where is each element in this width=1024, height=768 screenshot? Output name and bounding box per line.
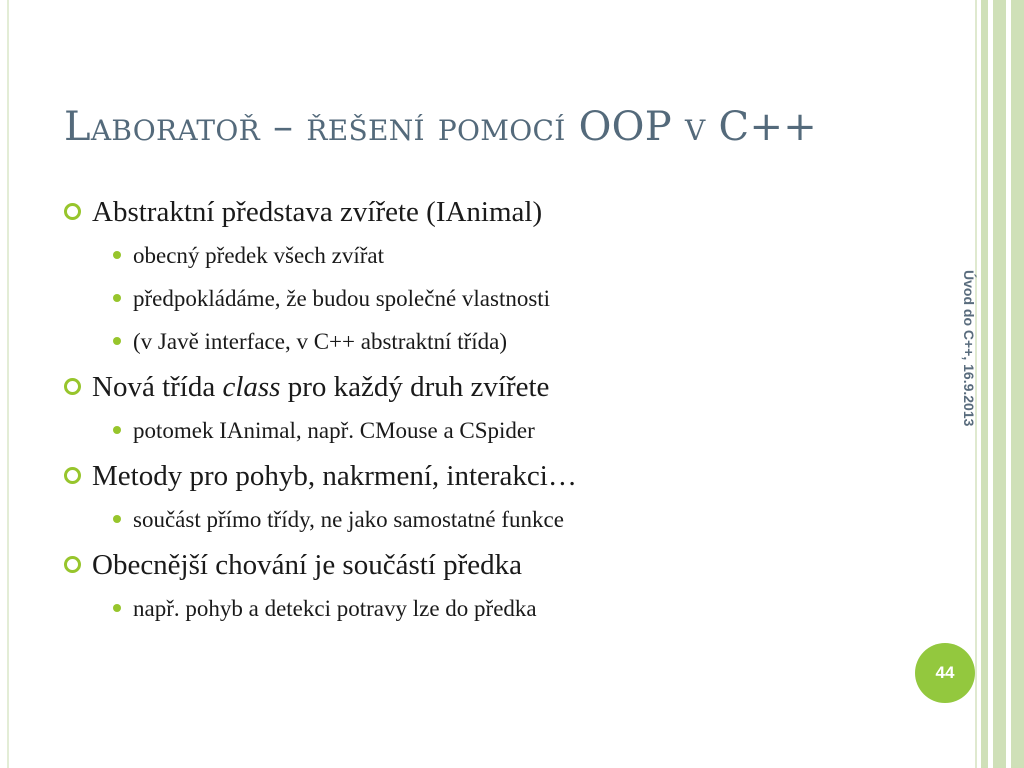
- sub-bullet-item: [62, 409, 942, 452]
- ring-bullet-icon: [64, 203, 81, 220]
- ring-bullet-icon: [64, 556, 81, 573]
- dot-bullet-icon: [113, 337, 121, 345]
- left-border-line: [7, 0, 9, 768]
- sub-bullet-text: předpokládáme, že budou společné vlastnosti: [133, 286, 551, 311]
- sub-bullet-item: [62, 320, 942, 363]
- right-stripe-2: [981, 0, 988, 768]
- footer-vertical: [960, 270, 980, 470]
- bullet-text: Abstraktní představa zvířete (IAnimal): [92, 196, 543, 228]
- sub-bullet-text: např. pohyb a detekci potravy lze do předka: [133, 596, 537, 621]
- bullet-text: Metody pro pohyb, nakrmení, interakci…: [92, 460, 577, 492]
- sub-bullet-text: (v Javě interface, v C++ abstraktní třída): [133, 329, 507, 354]
- bullet-item-3: [62, 454, 942, 498]
- ring-bullet-icon: [64, 378, 81, 395]
- sub-bullet-item: [62, 277, 942, 320]
- bullet-item-4: [62, 543, 942, 587]
- right-stripe-3: [993, 0, 1006, 768]
- bullet-text-emphasis: class: [222, 371, 281, 403]
- sub-bullet-item: [62, 234, 942, 277]
- page-number: 44: [935, 663, 955, 682]
- dot-bullet-icon: [113, 294, 121, 302]
- dot-bullet-icon: [113, 426, 121, 434]
- bullet-item-2: [62, 365, 942, 409]
- bullet-item-1: [62, 190, 942, 234]
- right-stripe-4: [1011, 0, 1024, 768]
- sub-bullet-text: potomek IAnimal, např. CMouse a CSpider: [133, 418, 535, 443]
- sub-bullet-text: součást přímo třídy, ne jako samostatné funkce: [133, 507, 564, 532]
- dot-bullet-icon: [113, 604, 121, 612]
- sub-bullet-item: [62, 498, 942, 541]
- dot-bullet-icon: [113, 251, 121, 259]
- page-number-badge: [915, 643, 975, 703]
- footer-text: Úvod do C++, 16.9.2013: [961, 270, 977, 427]
- bullet-text-after: pro každý druh zvířete: [280, 371, 550, 403]
- bullet-list: [62, 188, 942, 630]
- dot-bullet-icon: [113, 515, 121, 523]
- slide-title: Laboratoř – řešení pomocí OOP v C++: [64, 104, 818, 150]
- sub-bullet-item: [62, 587, 942, 630]
- bullet-text: Obecnější chování je součástí předka: [92, 549, 523, 581]
- ring-bullet-icon: [64, 467, 81, 484]
- bullet-text-before: Nová třída: [92, 371, 223, 403]
- sub-bullet-text: obecný předek všech zvířat: [133, 243, 384, 268]
